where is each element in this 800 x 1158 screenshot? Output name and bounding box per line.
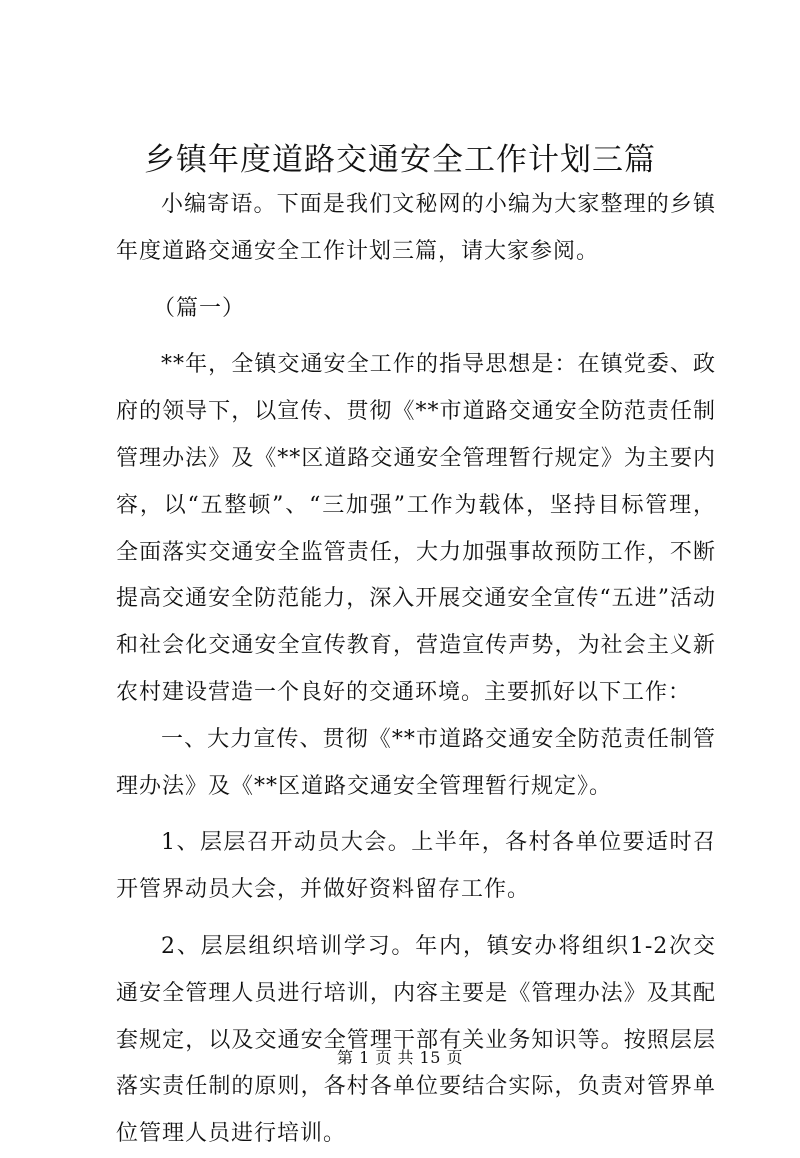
list-item: 1、层层召开动员大会。上半年，各村各单位要适时召开管界动员大会，并做好资料留存工作。 (116, 830, 716, 903)
section-heading: （篇一） (153, 295, 246, 321)
list-item-heading: 一、大力宣传、贯彻《**市道路交通安全防范责任制管理办法》及《**区道路交通安全管理暂行规定》。 (116, 726, 716, 799)
page-number-footer: 第 1 页 共 15 页 (337, 1048, 463, 1067)
document-title: 乡镇年度道路交通安全工作计划三篇 (144, 142, 656, 178)
intro-paragraph: 小编寄语。下面是我们文秘网的小编为大家整理的乡镇年度道路交通安全工作计划三篇，请大家参阅。 (116, 192, 716, 264)
list-item: 2、层层组织培训学习。年内，镇安办将组织1-2次交通安全管理人员进行培训，内容主要是《管理办法》及其配套规定，以及交通安全管理干部有关业务知识等。按照层层落实责任制的原则，各村各单位要结合实际，负责对管界单位管理人员进行培训。 (116, 933, 716, 1147)
document-body (116, 182, 716, 1158)
body-paragraph: **年，全镇交通安全工作的指导思想是：在镇党委、政府的领导下，以宣传、贯彻《**市道路交通安全防范责任制管理办法》及《**区道路交通安全管理暂行规定》为主要内容，以“五整顿”、“三加强”工作为载体，坚持目标管理，全面落实交通安全监管责任，大力加强事故预防工作，不断提高交通安全防范能力，深入开展交通安全宣传“五进”活动和社会化交通安全宣传教育，营造宣传声势，为社会主义新农村建设营造一个良好的交通环境。主要抓好以下工作： (116, 352, 716, 705)
